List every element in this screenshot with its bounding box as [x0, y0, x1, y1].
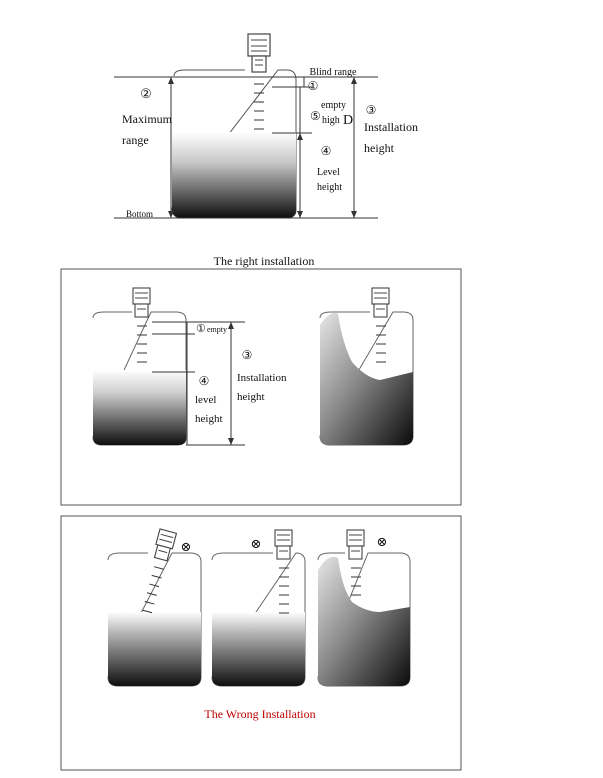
label-3: ③ [365, 103, 377, 117]
wrong-mark-icon: ⊗ [250, 536, 262, 551]
right-level-label: level [195, 394, 217, 406]
right-tank-2 [320, 288, 413, 445]
label-2: ② [140, 86, 152, 101]
blind-range-label: Blind range [309, 67, 357, 78]
right-level-height-label: height [195, 413, 223, 425]
wrong-mark-icon: ⊗ [180, 539, 192, 554]
wrong-tank-3 [318, 530, 410, 686]
maximum-label: Maximum [122, 112, 172, 126]
label-1: ① [307, 79, 319, 93]
right-empty-label: empty [207, 325, 227, 334]
sensor-icon [372, 288, 389, 317]
right-label-1: ① [196, 323, 206, 335]
high-label: high [322, 115, 340, 126]
sensor-icon [275, 530, 292, 559]
right-installation-height-label: height [237, 391, 265, 403]
installation-label: Installation [364, 120, 418, 134]
wrong-tank-2 [212, 530, 305, 686]
right-installation-label: Installation [237, 372, 287, 384]
right-label-3: ③ [241, 348, 253, 362]
sensor-icon [347, 530, 364, 559]
sensor-icon [133, 288, 150, 317]
top-tank-diagram [114, 34, 418, 219]
right-installation-title: The right installation [213, 254, 315, 268]
bottom-label: Bottom [126, 209, 154, 219]
range-label: range [122, 133, 149, 147]
level-label: Level [317, 167, 340, 178]
tilted-sensor-icon [139, 529, 177, 614]
wrong-tank-1 [108, 529, 201, 686]
wrong-installation-title: The Wrong Installation [204, 707, 316, 721]
right-tank-1 [93, 288, 287, 445]
empty-label: empty [321, 100, 346, 111]
d-label: D [343, 113, 354, 128]
sensor-icon [248, 34, 270, 72]
right-label-4: ④ [198, 374, 210, 388]
wrong-mark-icon: ⊗ [376, 534, 388, 549]
label-5: ⑤ [310, 109, 321, 123]
installation-height-label: height [364, 141, 394, 155]
level-height-label: height [317, 182, 342, 193]
label-4: ④ [320, 144, 332, 158]
